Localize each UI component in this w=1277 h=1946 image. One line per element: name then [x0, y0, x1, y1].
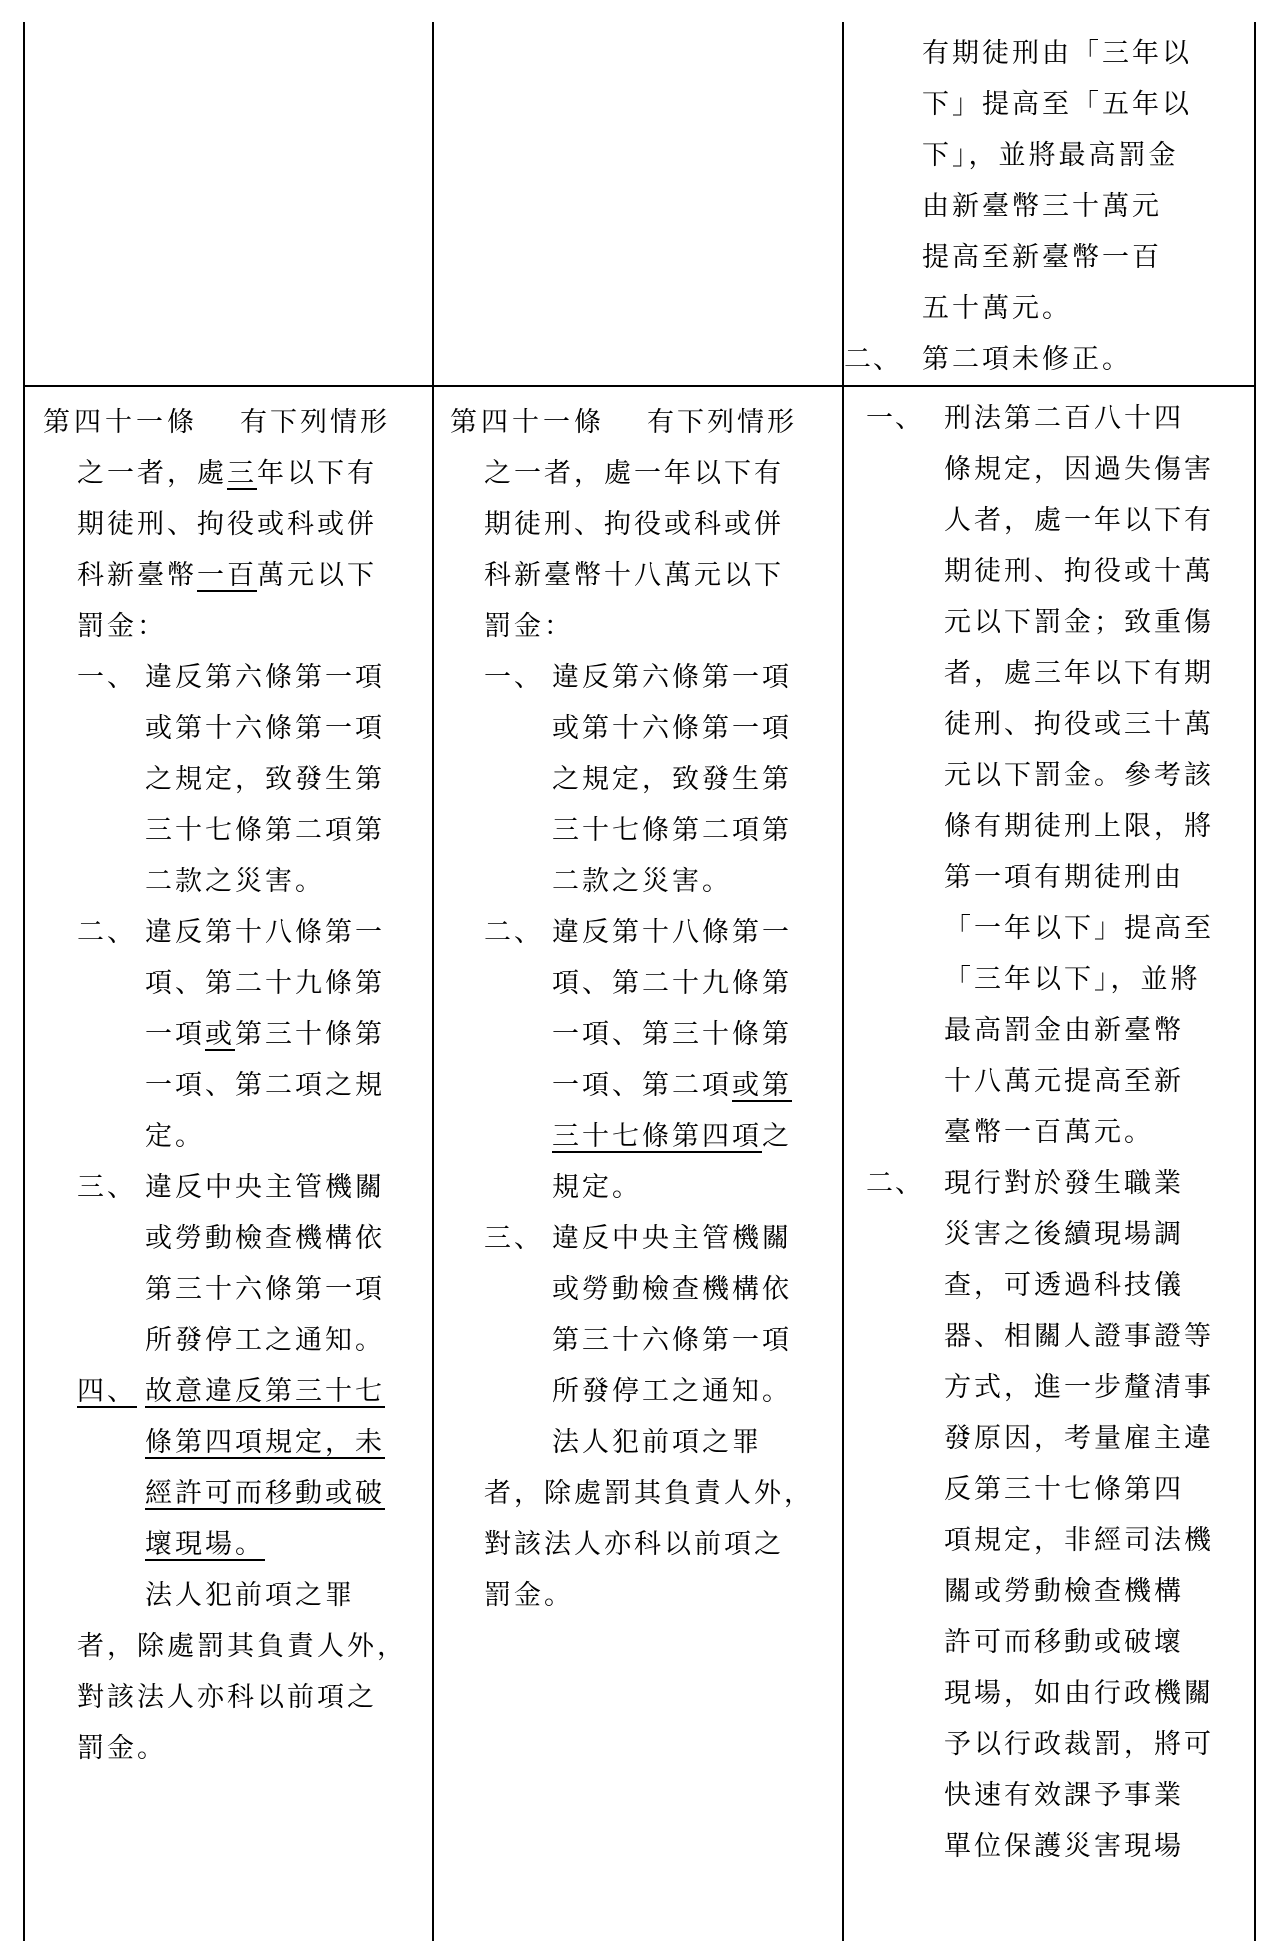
text-line	[145, 1519, 420, 1570]
text-line: 一項或第三十條第	[145, 1019, 385, 1050]
text-line: 提高至新臺幣一百	[922, 242, 1162, 273]
text-line: 發原因，考量雇主違	[944, 1423, 1214, 1454]
text-line	[145, 1468, 420, 1519]
amended-underline: 經許可而移動或破	[145, 1478, 385, 1509]
paragraph-2	[450, 1417, 830, 1621]
text-line: 關或勞動檢查機構	[944, 1576, 1184, 1607]
amended-underline: 三	[227, 458, 257, 489]
note-number: 一、	[866, 403, 924, 434]
text-line: 或勞動檢查機構依	[145, 1223, 385, 1254]
amended-underline: 故意違反第三十七	[145, 1376, 385, 1407]
explanation-note-2	[866, 1158, 1244, 1872]
text-line: 科新臺幣一百萬元以下	[77, 560, 377, 591]
amended-underline: 或	[205, 1019, 235, 1050]
text-line: 之一者，處一年以下有	[484, 458, 784, 489]
text-line: 期徒刑、拘役或科或併	[484, 509, 784, 540]
text-line: 期徒刑、拘役或科或併	[77, 509, 377, 540]
text-line: 三十七條第四項之	[552, 1121, 792, 1152]
text-line: 法人犯前項之罪	[552, 1427, 762, 1458]
amendment-comparison-table	[23, 22, 1256, 1941]
amended-cell-article-41	[24, 386, 433, 1941]
text-line: 罰金。	[484, 1580, 574, 1611]
text-line: 所發停工之通知。	[552, 1376, 792, 1407]
text-line: 「三年以下」，並將	[944, 964, 1201, 995]
paragraph-2	[43, 1570, 420, 1774]
text-line: 現行對於發生職業	[944, 1168, 1184, 1199]
text-line: 查，可透過科技儀	[944, 1270, 1184, 1301]
text-line: 第三十六條第一項	[552, 1325, 792, 1356]
text-line: 者，處三年以下有期	[944, 658, 1214, 689]
text-line: 元以下罰金；致重傷	[944, 607, 1214, 638]
text-line: 二款之災害。	[552, 866, 732, 897]
text-line: 違反第六條第一項	[145, 662, 385, 693]
item-number: 一、	[484, 662, 544, 693]
article-intro	[43, 448, 420, 652]
text-line: 徒刑、拘役或三十萬	[944, 709, 1214, 740]
text-line: 項、第二十九條第	[145, 968, 385, 999]
text-line: 「一年以下」提高至	[944, 913, 1214, 944]
text-line: 或第十六條第一項	[145, 713, 385, 744]
current-cell-top	[433, 22, 843, 386]
article-heading	[43, 397, 420, 448]
current-cell-article-41	[433, 386, 843, 1941]
text-line: 刑法第二百八十四	[944, 403, 1184, 434]
item-number: 四、	[77, 1376, 137, 1407]
list-item-new	[43, 1366, 420, 1570]
text-line: 一項、第二項或第	[552, 1070, 792, 1101]
explanation-cell-top	[843, 22, 1255, 386]
text-line: 臺幣一百萬元。	[944, 1117, 1154, 1148]
text-line: 或第十六條第一項	[552, 713, 792, 744]
text-line: 罰金：	[484, 611, 574, 642]
article-number: 第四十一條	[43, 407, 198, 438]
text-line: 三十七條第二項第	[145, 815, 385, 846]
text-line: 罰金。	[77, 1733, 167, 1764]
item-number: 三、	[77, 1172, 137, 1203]
text-line: 者，除處罰其負責人外，	[77, 1631, 407, 1662]
text-line: 或勞動檢查機構依	[552, 1274, 792, 1305]
text-line: 法人犯前項之罪	[145, 1580, 355, 1611]
article-number: 第四十一條	[450, 407, 605, 438]
explanation-cell-article-41	[843, 386, 1255, 1941]
text-line: 之規定，致發生第	[552, 764, 792, 795]
explanation-tail	[866, 28, 1244, 334]
text-line: 第一項有期徒刑由	[944, 862, 1184, 893]
explanation-note-1	[866, 393, 1244, 1158]
list-item	[43, 652, 420, 907]
list-item	[43, 1162, 420, 1366]
amended-underline: 條第四項規定，未	[145, 1427, 385, 1458]
text-line: 違反中央主管機關	[552, 1223, 792, 1254]
text-line: 違反第六條第一項	[552, 662, 792, 693]
text-line: 反第三十七條第四	[944, 1474, 1184, 1505]
explanation-note-2	[844, 334, 1244, 385]
comparison-table-page	[23, 22, 1254, 1926]
text-line: 對該法人亦科以前項之	[77, 1682, 377, 1713]
text-line: 十八萬元提高至新	[944, 1066, 1184, 1097]
text-line: 有期徒刑由「三年以	[922, 38, 1192, 69]
text-line: 規定。	[552, 1172, 642, 1203]
list-item	[450, 1213, 830, 1417]
list-item	[450, 652, 830, 907]
list-item	[43, 907, 420, 1162]
text-line: 一項、第二項之規	[145, 1070, 385, 1101]
text-line: 對該法人亦科以前項之	[484, 1529, 784, 1560]
article-heading	[450, 397, 830, 448]
amended-cell-top	[24, 22, 433, 386]
table-row-top	[24, 22, 1255, 386]
text-line: 第二項未修正。	[922, 344, 1132, 375]
text-line: 下」提高至「五年以	[922, 89, 1192, 120]
text-line: 定。	[145, 1121, 205, 1152]
text-line: 期徒刑、拘役或十萬	[944, 556, 1214, 587]
item-number: 二、	[484, 917, 544, 948]
text-line: 之一者，處三年以下有	[77, 458, 377, 489]
text-line: 許可而移動或破壞	[944, 1627, 1184, 1658]
current-underline: 三十七條第四項	[552, 1121, 762, 1152]
text-line: 違反第十八條第一	[145, 917, 385, 948]
item-number: 三、	[484, 1223, 544, 1254]
text-line: 三十七條第二項第	[552, 815, 792, 846]
article-lead: 有下列情形	[647, 407, 797, 438]
note-number: 二、	[866, 1168, 924, 1199]
text-line: 五十萬元。	[922, 293, 1072, 324]
text-line	[145, 1366, 420, 1417]
text-line: 予以行政裁罰，將可	[944, 1729, 1214, 1760]
text-line: 最高罰金由新臺幣	[944, 1015, 1184, 1046]
list-item	[450, 907, 830, 1213]
text-line: 現場，如由行政機關	[944, 1678, 1214, 1709]
article-lead: 有下列情形	[240, 407, 390, 438]
text-line: 下」，並將最高罰金	[922, 140, 1179, 171]
text-line: 方式，進一步釐清事	[944, 1372, 1214, 1403]
text-line: 項規定，非經司法機	[944, 1525, 1214, 1556]
text-line: 人者，處一年以下有	[944, 505, 1214, 536]
text-line: 單位保護災害現場	[944, 1831, 1184, 1862]
text-line: 之規定，致發生第	[145, 764, 385, 795]
text-line: 者，除處罰其負責人外，	[484, 1478, 814, 1509]
article-intro	[450, 448, 830, 652]
text-line: 由新臺幣三十萬元	[922, 191, 1162, 222]
text-line: 違反中央主管機關	[145, 1172, 385, 1203]
text-line: 項、第二十九條第	[552, 968, 792, 999]
text-line: 二款之災害。	[145, 866, 325, 897]
text-line: 違反第十八條第一	[552, 917, 792, 948]
text-line: 罰金：	[77, 611, 167, 642]
amended-underline: 一百	[197, 560, 257, 591]
note-number: 二、	[844, 344, 902, 375]
text-line: 一項、第三十條第	[552, 1019, 792, 1050]
text-line: 所發停工之通知。	[145, 1325, 385, 1356]
text-line	[145, 1417, 420, 1468]
text-line: 科新臺幣十八萬元以下	[484, 560, 784, 591]
item-number: 一、	[77, 662, 137, 693]
current-underline: 或第	[732, 1070, 792, 1101]
item-number: 二、	[77, 917, 137, 948]
text-line: 條有期徒刑上限，將	[944, 811, 1214, 842]
text-line: 器、相關人證事證等	[944, 1321, 1214, 1352]
text-line: 元以下罰金。參考該	[944, 760, 1214, 791]
text-line: 第三十六條第一項	[145, 1274, 385, 1305]
text-line: 快速有效課予事業	[944, 1780, 1184, 1811]
text-line: 條規定，因過失傷害	[944, 454, 1214, 485]
text-line: 災害之後續現場調	[944, 1219, 1184, 1250]
amended-underline: 壞現場。	[145, 1529, 265, 1560]
table-row-article-41	[24, 386, 1255, 1941]
